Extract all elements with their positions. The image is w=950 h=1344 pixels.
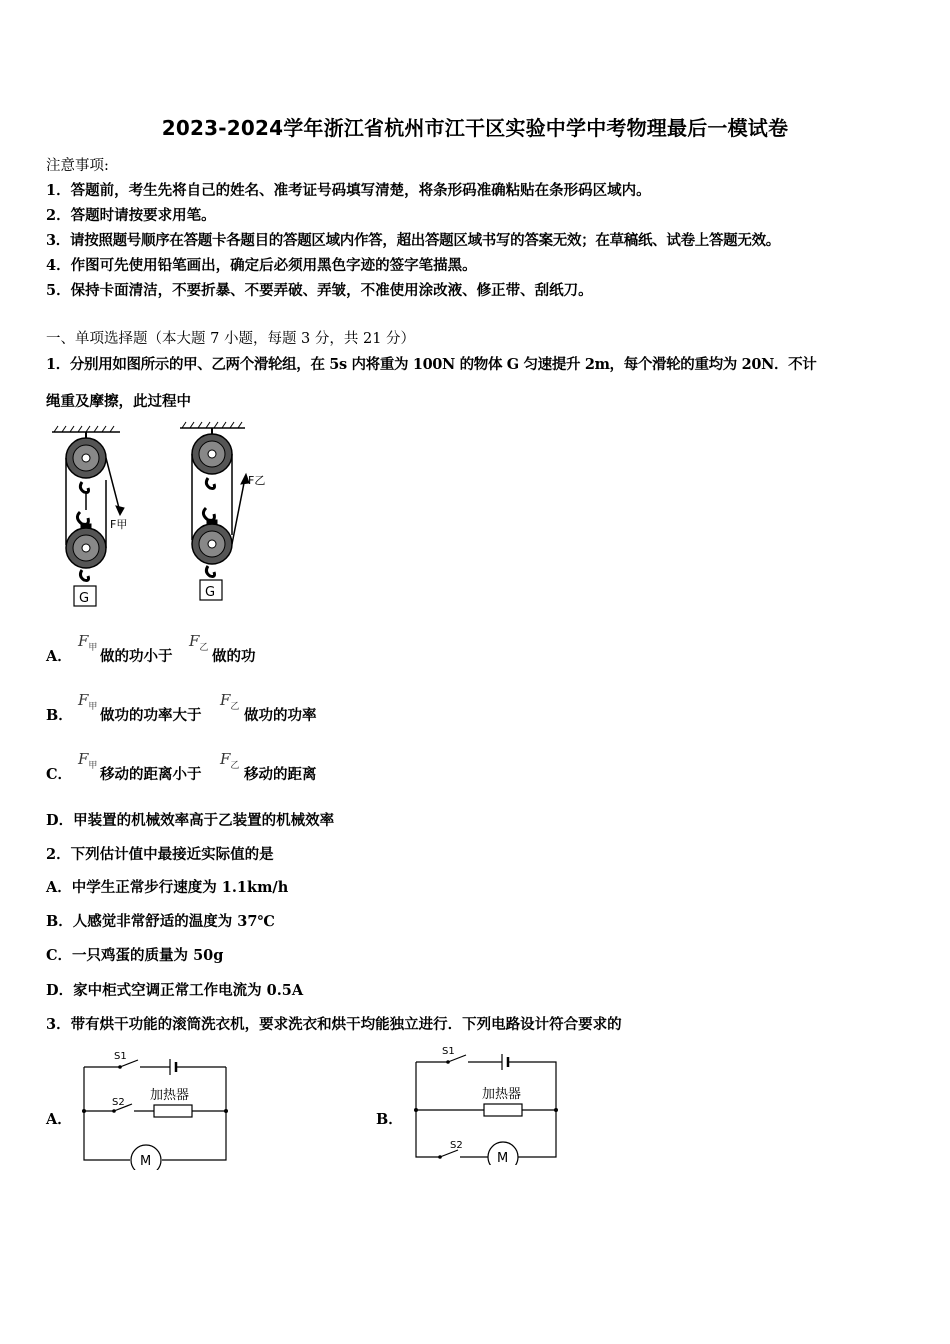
circuit-a — [78, 1045, 238, 1170]
heater-label: 加热器 — [150, 1088, 190, 1103]
notice-heading: 注意事项: — [46, 158, 109, 174]
switch-s1-label: S1 — [114, 1051, 127, 1062]
notice-item: 5．保持卡面清洁，不要折暴、不要弄破、弄皱，不准使用涂改液、修正带、刮纸刀。 — [46, 282, 593, 299]
option-c-text: 移动的距离小于 — [100, 766, 202, 783]
question-3-stem: 3．带有烘干功能的滚筒洗衣机，要求洗衣和烘干均能独立进行．下列电路设计符合要求的 — [46, 1016, 622, 1033]
option-b-text-end: 做功的功率 — [244, 707, 317, 724]
switch-s2-label: S2 — [112, 1097, 125, 1108]
notice-item: 3．请按照题号顺序在答题卡各题目的答题区域内作答，超出答题区域书写的答案无效；在草稿纸、试卷上答题无效。 — [46, 232, 780, 249]
question-2-stem: 2．下列估计值中最接近实际值的是 — [46, 846, 274, 863]
option-b-text: 做功的功率大于 — [100, 707, 202, 724]
circuit-b — [410, 1040, 570, 1165]
motor-label: M — [140, 1154, 152, 1169]
q2-option-d: D．家中柜式空调正常工作电流为 0.5A — [46, 982, 304, 999]
notice-item: 1．答题前，考生先将自己的姓名、准考证号码填写清楚，将条形码准确粘贴在条形码区域内。 — [46, 182, 651, 199]
option-label: B． — [46, 707, 73, 724]
section-heading: 一、单项选择题（本大题 7 小题，每题 3 分，共 21 分） — [46, 331, 416, 347]
pulley-figure — [40, 420, 280, 620]
pulley-system-yi — [192, 428, 249, 600]
question-1-stem-cont: 绳重及摩擦，此过程中 — [46, 393, 191, 410]
switch-s2-label: S2 — [450, 1140, 463, 1151]
option-label: C． — [46, 766, 73, 783]
q3-option-a-label: A． — [46, 1111, 72, 1128]
q3-option-b-label: B． — [376, 1111, 403, 1128]
notice-item: 2．答题时请按要求用笔。 — [46, 207, 216, 224]
symbol-f-jia: $F_甲$ — [78, 691, 98, 712]
option-d: D．甲装置的机械效率高于乙装置的机械效率 — [46, 812, 335, 829]
option-label: A． — [46, 648, 72, 665]
switch-s1-label: S1 — [442, 1046, 455, 1057]
symbol-f-jia: $F_甲$ — [78, 632, 98, 653]
symbol-f-yi: $F_乙$ — [189, 632, 209, 653]
option-a-text-end: 做的功 — [212, 648, 256, 665]
option-c-text-end: 移动的距离 — [244, 766, 317, 783]
question-1-stem: 1．分别用如图所示的甲、乙两个滑轮组，在 5s 内将重为 100N 的物体 G 匀速提升 2m，每个滑轮的重均为 20N．不计 — [46, 356, 817, 373]
load-label-g2: G — [205, 585, 216, 600]
force-label-jia: F甲 — [110, 518, 128, 531]
symbol-f-jia: $F_甲$ — [78, 750, 98, 771]
q2-option-c: C．一只鸡蛋的质量为 50g — [46, 947, 224, 964]
symbol-f-yi: $F_乙$ — [220, 750, 240, 771]
motor-label: M — [497, 1151, 509, 1165]
notice-item: 4．作图可先使用铅笔画出，确定后必须用黑色字迹的签字笔描黑。 — [46, 257, 477, 274]
symbol-f-yi: $F_乙$ — [220, 691, 240, 712]
load-label-g1: G — [79, 591, 90, 606]
force-label-yi: F乙 — [248, 474, 266, 487]
option-a-text: 做的功小于 — [100, 648, 173, 665]
q2-option-a: A．中学生正常步行速度为 1.1km/h — [46, 879, 289, 896]
q2-option-b: B．人感觉非常舒适的温度为 37℃ — [46, 913, 275, 930]
heater-label: 加热器 — [482, 1087, 522, 1102]
page-title: 2023-2024学年浙江省杭州市江干区实验中学中考物理最后一模试卷 — [161, 116, 789, 140]
